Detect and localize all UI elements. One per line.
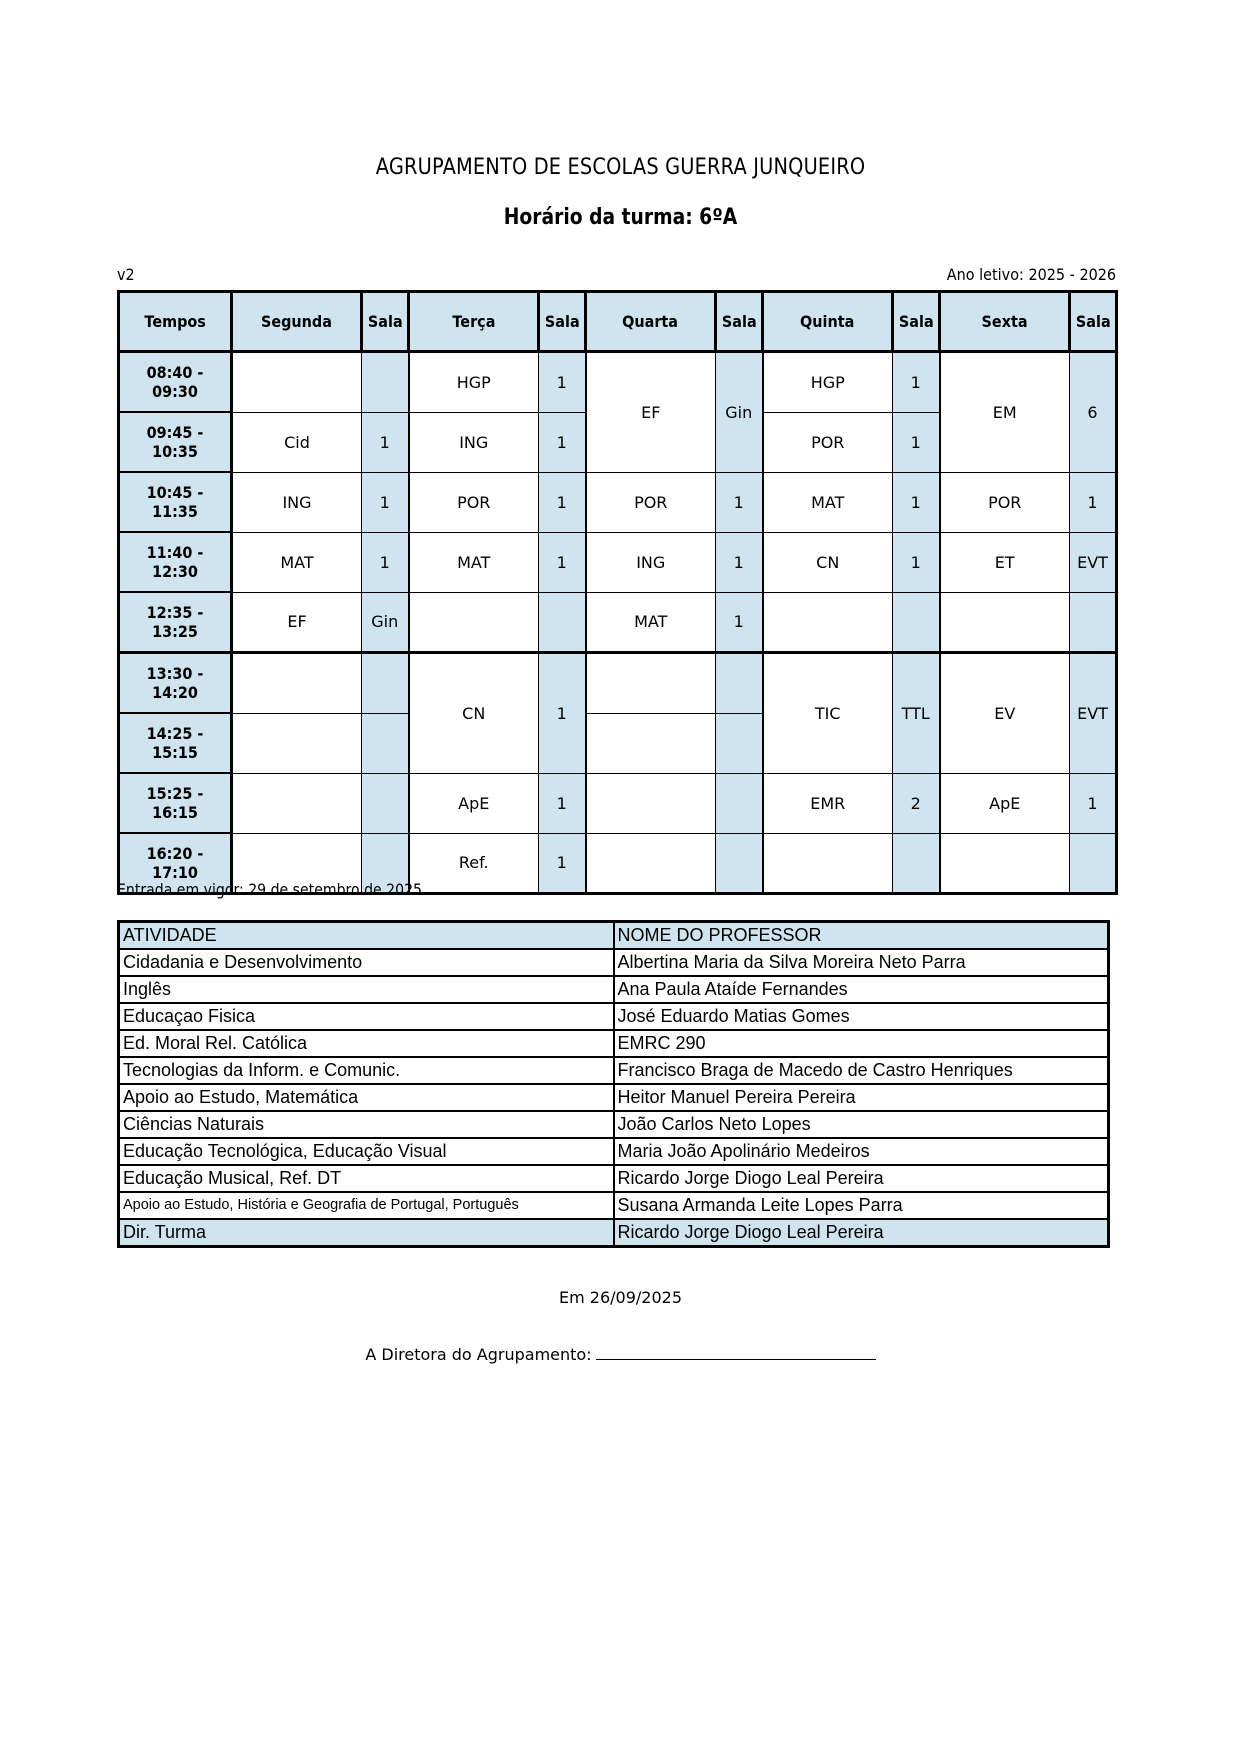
schedule-table — [117, 290, 1118, 895]
room-cell: TTL — [893, 653, 940, 774]
room-cell: 1 — [893, 472, 940, 532]
subject-cell: POR — [763, 412, 893, 472]
subject-cell — [232, 713, 362, 773]
subject-cell: Cid — [232, 412, 362, 472]
table-row — [119, 1030, 1109, 1057]
room-cell — [716, 833, 763, 894]
room-cell: 1 — [893, 532, 940, 592]
room-cell: 1 — [716, 532, 763, 592]
col-header-segunda: Segunda — [232, 292, 362, 352]
teacher-cell: Francisco Braga de Macedo de Castro Henriques — [614, 1057, 1109, 1084]
teacher-cell: Ricardo Jorge Diogo Leal Pereira — [614, 1219, 1109, 1247]
teacher-cell: José Eduardo Matias Gomes — [614, 1003, 1109, 1030]
room-cell — [362, 653, 409, 714]
teacher-cell: Heitor Manuel Pereira Pereira — [614, 1084, 1109, 1111]
subject-cell: CN — [763, 532, 893, 592]
version-label: v2 — [117, 265, 135, 284]
subject-cell: ING — [232, 472, 362, 532]
room-cell: 1 — [539, 773, 586, 833]
room-cell — [1070, 592, 1117, 653]
time-slot: 14:25 - 15:15 — [119, 713, 232, 773]
page-title: Horário da turma: 6ºA — [503, 205, 738, 230]
col-header-quinta: Quinta — [763, 292, 893, 352]
room-cell: 1 — [539, 653, 586, 774]
teacher-cell: EMRC 290 — [614, 1030, 1109, 1057]
room-cell: 1 — [1070, 472, 1117, 532]
room-cell: 1 — [539, 833, 586, 894]
subject-cell: EV — [940, 653, 1070, 774]
room-cell: 1 — [362, 412, 409, 472]
subject-cell: HGP — [763, 352, 893, 413]
schedule-row — [119, 773, 1117, 833]
subject-cell — [232, 773, 362, 833]
room-cell: Gin — [716, 352, 763, 473]
subject-cell — [586, 773, 716, 833]
table-row — [119, 1003, 1109, 1030]
subject-cell: ING — [409, 412, 539, 472]
subject-cell — [586, 713, 716, 773]
class-director-row — [119, 1219, 1109, 1247]
room-cell: 2 — [893, 773, 940, 833]
room-cell — [362, 352, 409, 413]
subject-cell — [232, 653, 362, 714]
col-header-activity: ATIVIDADE — [119, 922, 614, 950]
room-cell: 1 — [893, 352, 940, 413]
signature-line — [596, 1343, 876, 1360]
subject-cell: EMR — [763, 773, 893, 833]
col-header-sala: Sala — [893, 292, 940, 352]
table-row — [119, 976, 1109, 1003]
time-slot: 12:35 - 13:25 — [119, 592, 232, 653]
activity-cell: Tecnologias da Inform. e Comunic. — [119, 1057, 614, 1084]
school-name: AGRUPAMENTO DE ESCOLAS GUERRA JUNQUEIRO — [375, 155, 866, 180]
teachers-table — [117, 920, 1110, 1248]
col-header-teacher: NOME DO PROFESSOR — [614, 922, 1109, 950]
room-cell: 1 — [893, 412, 940, 472]
col-header-terca: Terça — [409, 292, 539, 352]
col-header-sexta: Sexta — [940, 292, 1070, 352]
room-cell — [716, 713, 763, 773]
table-row — [119, 1084, 1109, 1111]
col-header-sala: Sala — [539, 292, 586, 352]
subject-cell: Ref. — [409, 833, 539, 894]
subject-cell: POR — [586, 472, 716, 532]
room-cell: 1 — [716, 592, 763, 653]
subject-cell: TIC — [763, 653, 893, 774]
schedule-row — [119, 532, 1117, 592]
signature-block — [0, 1343, 1241, 1364]
room-cell: 1 — [362, 472, 409, 532]
room-cell: 1 — [362, 532, 409, 592]
time-slot: 10:45 - 11:35 — [119, 472, 232, 532]
room-cell — [539, 592, 586, 653]
teacher-cell: Ana Paula Ataíde Fernandes — [614, 976, 1109, 1003]
school-year: Ano letivo: 2025 - 2026 — [946, 265, 1116, 284]
teacher-cell: Albertina Maria da Silva Moreira Neto Parra — [614, 949, 1109, 976]
col-header-quarta: Quarta — [586, 292, 716, 352]
time-slot: 15:25 - 16:15 — [119, 773, 232, 833]
subject-cell: ApE — [940, 773, 1070, 833]
room-cell: EVT — [1070, 653, 1117, 774]
room-cell — [362, 773, 409, 833]
activity-cell: Ciências Naturais — [119, 1111, 614, 1138]
activity-cell: Inglês — [119, 976, 614, 1003]
subject-cell: MAT — [232, 532, 362, 592]
time-slot: 11:40 - 12:30 — [119, 532, 232, 592]
room-cell — [1070, 833, 1117, 894]
room-cell: 1 — [539, 472, 586, 532]
room-cell: 1 — [1070, 773, 1117, 833]
activity-cell: Ed. Moral Rel. Católica — [119, 1030, 614, 1057]
room-cell: 6 — [1070, 352, 1117, 473]
subject-cell: EF — [586, 352, 716, 473]
time-slot: 16:20 - 17:10 — [119, 833, 232, 894]
subject-cell — [586, 653, 716, 714]
schedule-row — [119, 592, 1117, 653]
room-cell: 1 — [716, 472, 763, 532]
subject-cell: POR — [409, 472, 539, 532]
room-cell — [893, 592, 940, 653]
subject-cell: MAT — [763, 472, 893, 532]
subject-cell — [763, 592, 893, 653]
room-cell — [716, 653, 763, 714]
subject-cell — [586, 833, 716, 894]
table-row — [119, 1057, 1109, 1084]
teachers-header-row — [119, 922, 1109, 950]
subject-cell: ApE — [409, 773, 539, 833]
subject-cell — [940, 592, 1070, 653]
table-row — [119, 1111, 1109, 1138]
room-cell: 1 — [539, 352, 586, 413]
subject-cell: HGP — [409, 352, 539, 413]
subject-cell: POR — [940, 472, 1070, 532]
subject-cell: ING — [586, 532, 716, 592]
schedule-row — [119, 653, 1117, 714]
issue-date: Em 26/09/2025 — [559, 1288, 682, 1307]
col-header-sala: Sala — [1070, 292, 1117, 352]
teacher-cell: Ricardo Jorge Diogo Leal Pereira — [614, 1165, 1109, 1192]
subject-cell: MAT — [586, 592, 716, 653]
teacher-cell: João Carlos Neto Lopes — [614, 1111, 1109, 1138]
subject-cell: CN — [409, 653, 539, 774]
room-cell: 1 — [539, 412, 586, 472]
table-row — [119, 1138, 1109, 1165]
activity-cell: Apoio ao Estudo, História e Geografia de Portugal, Português — [119, 1192, 614, 1219]
subject-cell — [763, 833, 893, 894]
table-row — [119, 1192, 1109, 1219]
col-header-tempos: Tempos — [119, 292, 232, 352]
room-cell: EVT — [1070, 532, 1117, 592]
schedule-header-row — [119, 292, 1117, 352]
teacher-cell: Susana Armanda Leite Lopes Parra — [614, 1192, 1109, 1219]
subject-cell: ET — [940, 532, 1070, 592]
effective-date: Entrada em vigor: 29 de setembro de 2025 — [117, 880, 422, 899]
subject-cell: EM — [940, 352, 1070, 473]
room-cell — [716, 773, 763, 833]
room-cell — [893, 833, 940, 894]
schedule-row — [119, 352, 1117, 413]
subject-cell — [232, 352, 362, 413]
activity-cell: Educaçao Fisica — [119, 1003, 614, 1030]
activity-cell: Apoio ao Estudo, Matemática — [119, 1084, 614, 1111]
col-header-sala: Sala — [716, 292, 763, 352]
time-slot: 08:40 - 09:30 — [119, 352, 232, 413]
col-header-sala: Sala — [362, 292, 409, 352]
activity-cell: Educação Tecnológica, Educação Visual — [119, 1138, 614, 1165]
room-cell: Gin — [362, 592, 409, 653]
room-cell — [362, 713, 409, 773]
time-slot: 13:30 - 14:20 — [119, 653, 232, 714]
table-row — [119, 1165, 1109, 1192]
subject-cell: MAT — [409, 532, 539, 592]
signature-label: A Diretora do Agrupamento: — [365, 1345, 592, 1364]
subject-cell: EF — [232, 592, 362, 653]
activity-cell: Educação Musical, Ref. DT — [119, 1165, 614, 1192]
subject-cell — [409, 592, 539, 653]
room-cell: 1 — [539, 532, 586, 592]
table-row — [119, 949, 1109, 976]
activity-cell: Dir. Turma — [119, 1219, 614, 1247]
subject-cell — [940, 833, 1070, 894]
activity-cell: Cidadania e Desenvolvimento — [119, 949, 614, 976]
teacher-cell: Maria João Apolinário Medeiros — [614, 1138, 1109, 1165]
schedule-row — [119, 472, 1117, 532]
time-slot: 09:45 - 10:35 — [119, 412, 232, 472]
